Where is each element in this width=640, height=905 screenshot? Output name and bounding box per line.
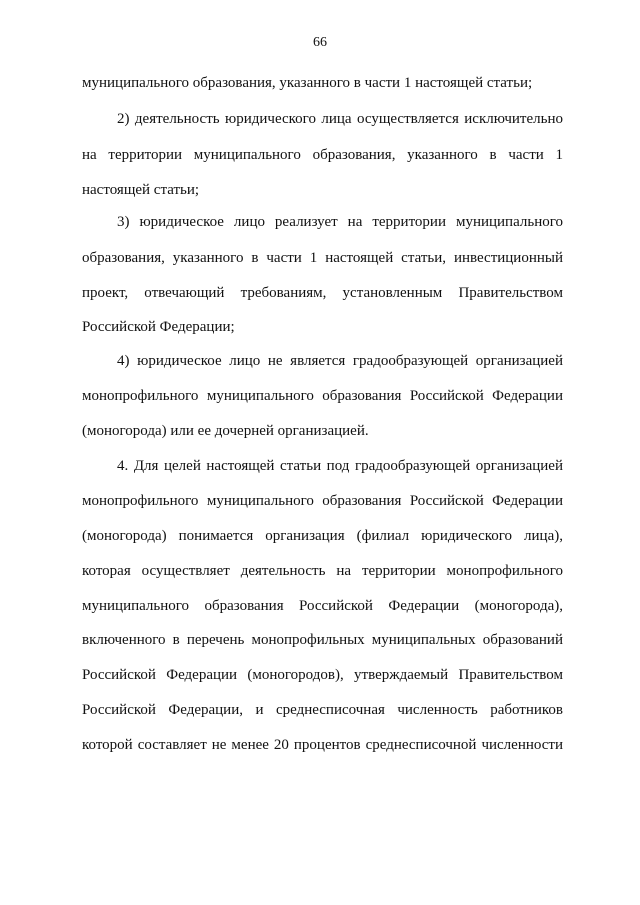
text-line: муниципального образования Российской Федерации (моногорода), (82, 598, 563, 614)
text-line: настоящей статьи; (82, 182, 200, 198)
text-line: которой составляет не менее 20 процентов среднесписочной численности (82, 737, 563, 753)
text-line: монопрофильного муниципального образования Российской Федерации (82, 493, 563, 509)
text-line: Российской Федерации (моногородов), утверждаемый Правительством (82, 667, 563, 683)
text-line: образования, указанного в части 1 настоящей статьи, инвестиционный (82, 250, 563, 266)
text-line: Российской Федерации; (82, 319, 235, 335)
text-line: которая осуществляет деятельность на территории монопрофильного (82, 563, 563, 579)
text-line: Российской Федерации, и среднесписочная численность работников (82, 702, 563, 718)
text-line: на территории муниципального образования, указанного в части 1 (82, 147, 563, 163)
text-line: 4. Для целей настоящей статьи под градообразующей организацией (117, 458, 563, 474)
text-line: (моногорода) или ее дочерней организацией. (82, 423, 369, 439)
text-line: проект, отвечающий требованиям, установленным Правительством (82, 285, 563, 301)
text-line: 2) деятельность юридического лица осуществляется исключительно (117, 111, 563, 127)
text-line: (моногорода) понимается организация (филиал юридического лица), (82, 528, 563, 544)
text-line: монопрофильного муниципального образования Российской Федерации (82, 388, 563, 404)
text-line: 3) юридическое лицо реализует на территории муниципального (117, 214, 563, 230)
page-number: 66 (313, 35, 327, 50)
text-line: 4) юридическое лицо не является градообразующей организацией (117, 353, 563, 369)
text-line: муниципального образования, указанного в части 1 настоящей статьи; (82, 75, 533, 91)
text-line: включенного в перечень монопрофильных муниципальных образований (82, 632, 563, 648)
